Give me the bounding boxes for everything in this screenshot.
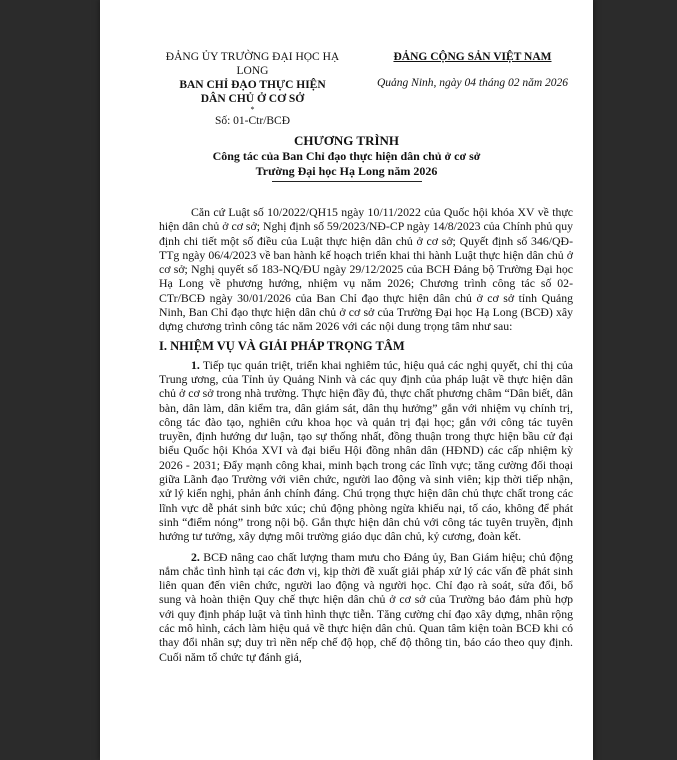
title-subject-cont: Trường Đại học Hạ Long năm 2026 — [255, 164, 438, 178]
title-subject: Công tác của Ban Chỉ đạo thực hiện dân chủ ở cơ sở — [212, 149, 481, 163]
party-committee-name: ĐẢNG ỦY TRƯỜNG ĐẠI HỌC HẠ LONG — [165, 51, 340, 77]
item-1-paragraph — [159, 358, 573, 544]
document-number: Số: 01-Ctr/BCĐ — [214, 115, 291, 127]
item-1-text: Tiếp tục quán triệt, triển khai nghiêm túc, hiệu quả các nghị quyết, chỉ thị của Trung ương, của Tỉnh ủy Quảng Ninh và các quy định của pháp luật về thực hiện dân chủ ở cơ sở trong nhà trường. Thực hiện đầy đủ, thực chất phương châm “Dân biết, dân bàn, dân làm, dân kiểm tra, dân giám sát, dân thụ hưởng” gắn với nhiệm vụ chính trị, công tác đào tạo, nghiên cứu khoa học và quản trị đại học; gắn với công tác tuyên truyền, định hướng dư luận, tạo sự thống nhất, đồng thuận trong thực hiện bầu cử đại biểu Quốc hội Khóa XVI và đại biểu Hội đồng nhân dân (HĐND) các cấp nhiệm kỳ 2026 - 2031; Đẩy mạnh công khai, minh bạch trong các lĩnh vực; tăng cường đối thoại giữa Lãnh đạo Trường với viên chức, người lao động và sinh viên; kịp thời tiếp nhận, xử lý kiến nghị, phản ánh chính đáng. Chú trọng thực hiện dân chủ thực chất trong các lĩnh vực dễ phát sinh bức xúc; chủ động phòng ngừa khiếu nại, tố cáo, không để phát sinh “điểm nóng” trong nội bộ. Gắn thực hiện dân chủ với công tác tuyên truyền, định hướng tư tưởng, xây dựng môi trường giáo dục dân chủ, kỷ cương, đoàn kết. — [159, 357, 573, 544]
title-underline — [272, 181, 422, 182]
item-2-number: 2. — [191, 549, 200, 564]
document-title — [100, 133, 593, 182]
item-2-text: BCĐ nâng cao chất lượng tham mưu cho Đảng ủy, Ban Giám hiệu; chủ động nắm chắc tình hình tại các đơn vị, kịp thời đề xuất giải pháp xử lý các vấn đề phát sinh liên quan đến viên chức, người lao động và người học. Chỉ đạo rà soát, sửa đổi, bổ sung và hoàn thiện Quy chế thực hiện dân chủ ở cơ sở của Trường bảo đảm phù hợp với quy định pháp luật và tình hình thực tiễn. Tăng cường chỉ đạo xây dựng, nhân rộng các mô hình, cách làm hiệu quả về thực hiện dân chủ. Quan tâm kiện toàn BCĐ khi có thay đổi nhân sự; duy trì nền nếp chế độ họp, chế độ thông tin, báo cáo theo quy định. Cuối năm tổ chức tự đánh giá, — [159, 549, 573, 664]
preamble-paragraph: Căn cứ Luật số 10/2022/QH15 ngày 10/11/2022 của Quốc hội khóa XV về thực hiện dân chủ ở cơ sở; Nghị định số 59/2023/NĐ-CP ngày 14/8/2023 của Chính phủ quy định chi tiết một số điều của Luật thực hiện dân chủ ở cơ sở; Quyết định số 346/QĐ-TTg ngày 06/4/2023 về ban hành kế hoạch triển khai thi hành Luật thực hiện dân chủ ở cơ sở; Nghị quyết số 183-NQ/ĐU ngày 29/12/2025 của BCH Đảng bộ Trường Đại học Hạ Long về phương hướng, nhiệm vụ năm 2026; Chương trình công tác số 02-CTr/BCĐ ngày 30/01/2026 của Ban Chỉ đạo thực hiện dân chủ ở cơ sở tỉnh Quảng Ninh, Ban Chỉ đạo thực hiện dân chủ ở cơ sở của Trường Đại học Hạ Long (BCĐ) xây dựng chương trình công tác năm 2026 với các nội dung trọng tâm như sau: — [159, 205, 573, 334]
document-body — [159, 205, 573, 664]
national-header — [370, 50, 575, 90]
steering-committee-name: BAN CHỈ ĐẠO THỰC HIỆN — [179, 79, 326, 91]
issuing-body-header — [150, 50, 355, 128]
header-star: * — [250, 105, 255, 114]
item-1-number: 1. — [191, 357, 200, 372]
party-name: ĐẢNG CỘNG SẢN VIỆT NAM — [393, 51, 552, 63]
section-heading: I. NHIỆM VỤ VÀ GIẢI PHÁP TRỌNG TÂM — [159, 338, 405, 353]
place-date: Quảng Ninh, ngày 04 tháng 02 năm 2026 — [376, 77, 569, 89]
item-2-paragraph — [159, 550, 573, 664]
steering-committee-name-cont: DÂN CHỦ Ở CƠ SỞ — [200, 93, 305, 105]
title-type: CHƯƠNG TRÌNH — [293, 133, 400, 148]
document-page — [100, 0, 593, 760]
